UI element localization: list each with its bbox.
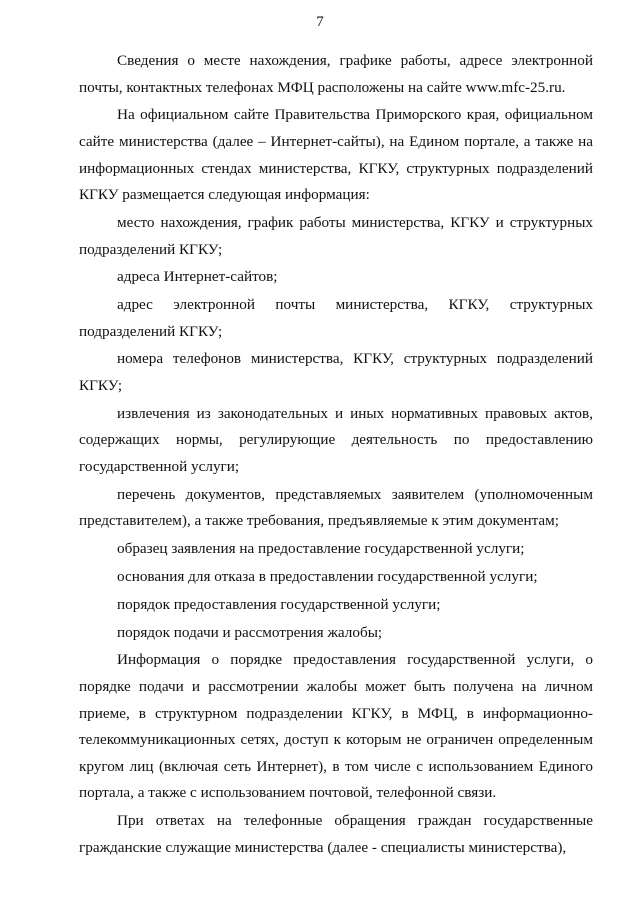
- list-item-websites: адреса Интернет-сайтов;: [117, 268, 278, 286]
- list-item-legal-acts: извлечения из законодательных и иных нормативных правовых актов, содержащих нормы, регулирующие деятельность по предоставлению государственной услуги;: [79, 404, 593, 476]
- list-item-location: место нахождения, график работы министерства, КГКУ и структурных подразделений КГКУ;: [79, 213, 593, 258]
- document-body: [79, 48, 593, 862]
- paragraph-information-channels: Информация о порядке предоставления государственной услуги, о порядке подачи и рассмотрении жалобы может быть получена на личном приеме, в структурном подразделении КГКУ, в МФЦ, в информационно-телекоммуникационных сетях, доступ к которым не ограничен определенным кругом лиц (включая сеть Интернет), в том числе с использованием Единого портала, а также с использованием почтовой, телефонной связи.: [79, 651, 593, 802]
- paragraph-website-info: На официальном сайте Правительства Приморского края, официальном сайте министерства (далее – Интернет-сайты), на Едином портале, а также на информационных стендах министерства, КГКУ, структурных подразделений КГКУ размещается следующая информация:: [79, 106, 593, 204]
- list-item-service-procedure: порядок предоставления государственной услуги;: [117, 595, 441, 613]
- list-item-phones: номера телефонов министерства, КГКУ, структурных подразделений КГКУ;: [79, 350, 593, 395]
- paragraph-mfc-info: Сведения о месте нахождения, графике работы, адресе электронной почты, контактных телефонах МФЦ расположены на сайте www.mfc-25.ru.: [79, 52, 593, 96]
- page-number: 7: [316, 14, 324, 30]
- list-item-email: адрес электронной почты министерства, КГКУ, структурных подразделений КГКУ;: [79, 296, 593, 340]
- paragraph-phone-responses: При ответах на телефонные обращения граждан государственные гражданские служащие министерства (далее - специалисты министерства),: [79, 812, 593, 856]
- list-item-refusal-grounds: основания для отказа в предоставлении государственной услуги;: [117, 567, 538, 585]
- list-item-application-sample: образец заявления на предоставление государственной услуги;: [117, 540, 525, 558]
- list-item-documents: перечень документов, представляемых заявителем (уполномоченным представителем), а также требования, предъявляемые к этим документам;: [79, 485, 593, 530]
- list-item-complaint-procedure: порядок подачи и рассмотрения жалобы;: [117, 623, 383, 641]
